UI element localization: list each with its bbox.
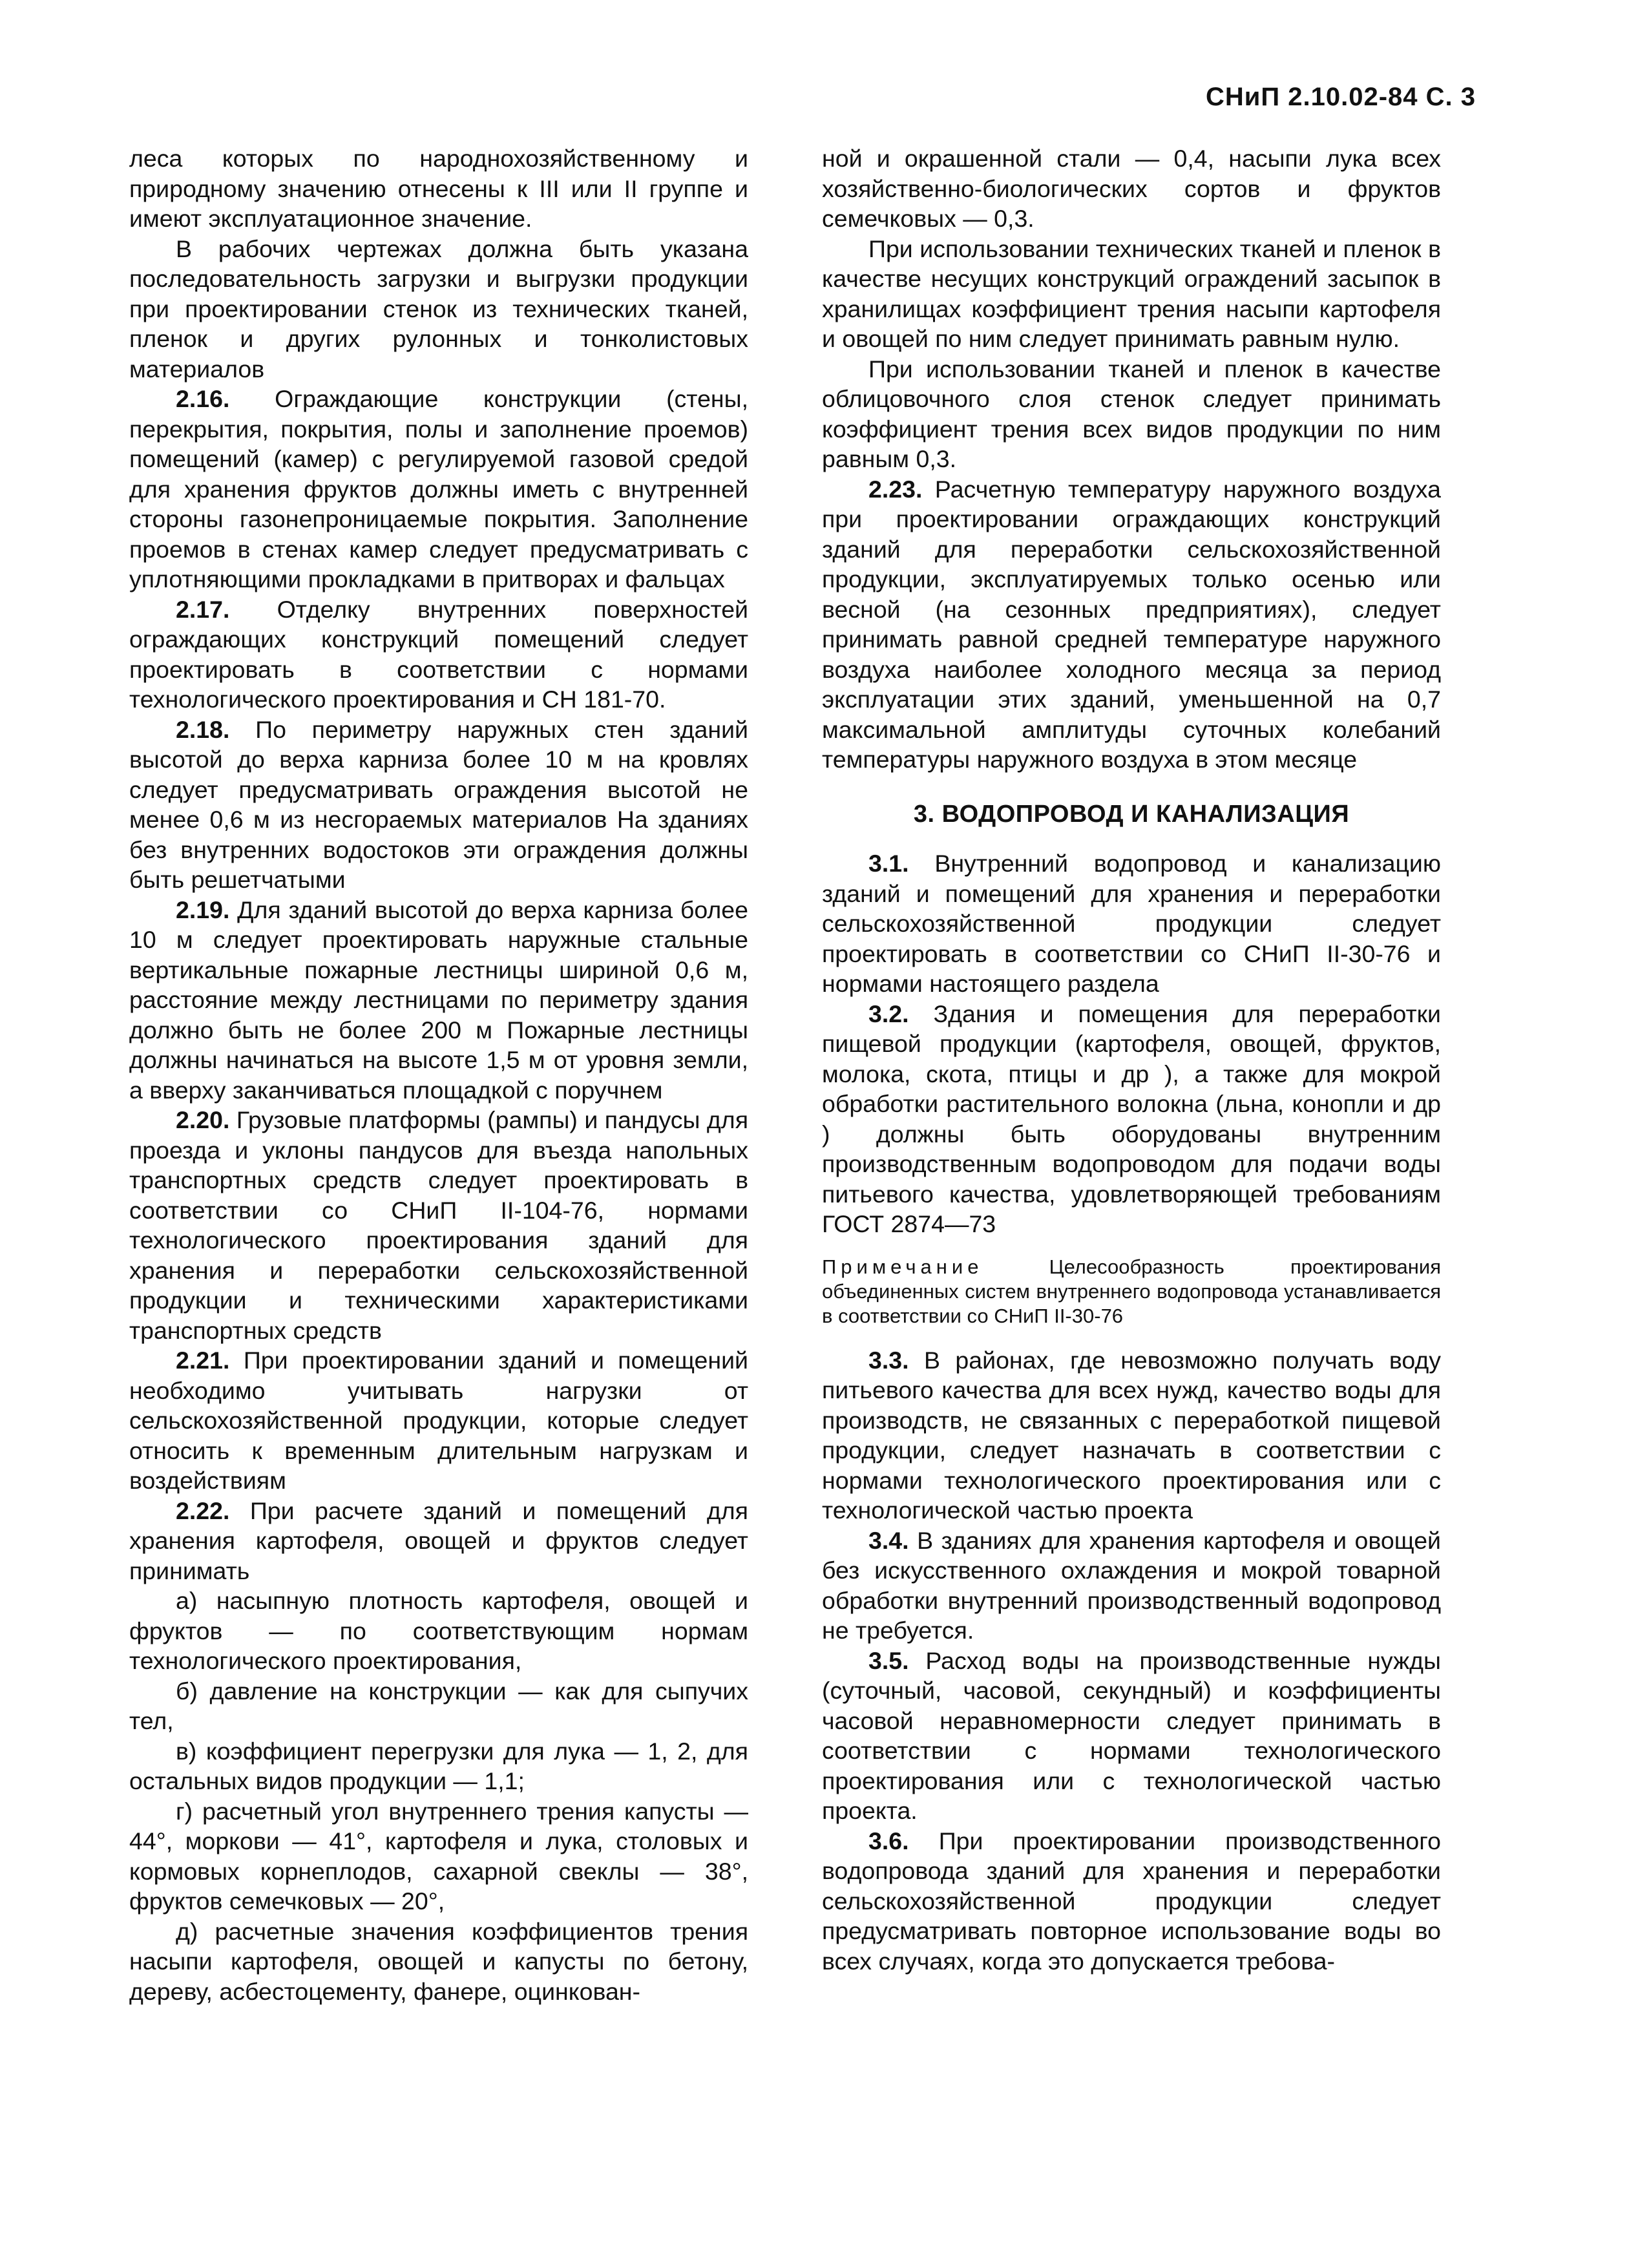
clause-3-3 xyxy=(822,1345,1441,1526)
clause-2-22 xyxy=(129,1496,748,1586)
list-item-v: в) коэффициент перегрузки для лука — 1, 2, для остальных видов продукции — 1,1; xyxy=(129,1737,748,1794)
clause-text: При проектировании производственного водопровода зданий для хранения и переработки сельскохозяйственной продукции следует предусматривать повторное использование воды во всех случаях, когда это допускается требова- xyxy=(822,1827,1441,1975)
clause-number: 3.3. xyxy=(868,1346,909,1374)
note-label: Примечание xyxy=(822,1255,983,1278)
clause-text: При расчете зданий и помещений для хранения картофеля, овощей и фруктов следует принимать xyxy=(129,1496,748,1584)
clause-number: 2.17. xyxy=(176,595,230,623)
clause-number: 3.1. xyxy=(868,850,909,877)
clause-2-16 xyxy=(129,384,748,594)
clause-2-17 xyxy=(129,594,748,715)
clause-number: 2.23. xyxy=(868,475,923,503)
paragraph: В рабочих чертежах должна быть указана последовательность загрузки и выгрузки продукции при проектировании стенок из технических тканей, пленок и других рулонных и тонколистовых материалов xyxy=(129,235,748,383)
clause-number: 3.5. xyxy=(868,1646,909,1674)
clause-3-1 xyxy=(822,848,1441,999)
clause-number: 2.18. xyxy=(176,715,230,743)
clause-number: 2.20. xyxy=(176,1106,230,1133)
note xyxy=(822,1255,1441,1328)
list-item-a: а) насыпную плотность картофеля, овощей и фруктов — по соответствующим нормам технологического проектирования, xyxy=(129,1587,748,1674)
clause-3-5 xyxy=(822,1646,1441,1826)
clause-3-2 xyxy=(822,999,1441,1239)
paragraph: ной и окрашенной стали — 0,4, насыпи лука всех хозяйственно-биологических сортов и фруктов семечковых — 0,3. xyxy=(822,145,1441,232)
clause-2-21 xyxy=(129,1345,748,1496)
clause-text: Расчетную температуру наружного воздуха при проектировании ограждающих конструкций зданий для переработки сельскохозяйственной продукции, эксплуатируемых только осенью или весной (на сезонных предприятиях), следует принимать равной средней температуре наружного воздуха наиболее холодного месяца за период эксплуатации этих зданий, уменьшенной на 0,7 максимальной амплитуды суточных колебаний температуры наружного воздуха в этом месяце xyxy=(822,475,1441,773)
clause-number: 3.4. xyxy=(868,1526,909,1554)
clause-3-6 xyxy=(822,1826,1441,1977)
right-column xyxy=(822,143,1441,1976)
clause-3-4 xyxy=(822,1526,1441,1646)
note-text: Целесообразность проектирования объединенных систем внутреннего водопровода устанавливается в соответствии со СНиП II-30-76 xyxy=(822,1255,1441,1327)
clause-text: В районах, где невозможно получать воду питьевого качества для всех нужд, качество воды для производств, не связанных с переработкой пищевой продукции, следует назначать в соответствии с нормами технологического проектирования или с технологической частью проекта xyxy=(822,1346,1442,1524)
clause-number: 2.21. xyxy=(176,1347,230,1374)
clause-text: Здания и помещения для переработки пищевой продукции (картофеля, овощей, фруктов, молока, скота, птицы и др ), а также для мокрой обработки растительного волокна (льна, конопли и др ) должны быть оборудованы внутренним производственным водопроводом для подачи воды питьевого качества, удовлетворяющей требованиям ГОСТ 2874—73 xyxy=(822,1000,1442,1237)
clause-number: 2.22. xyxy=(176,1496,230,1524)
list-item-d: д) расчетные значения коэффициентов трения насыпи картофеля, овощей и капусты по бетону, дереву, асбестоцементу, фанере, оцинкован- xyxy=(129,1917,748,2005)
clause-text: Отделку внутренних поверхностей ограждающих конструкций помещений следует проектировать в соответствии с нормами технологического проектирования и СН 181-70. xyxy=(129,595,748,713)
running-head: СНиП 2.10.02-84 С. 3 xyxy=(1206,83,1476,111)
paragraph: леса которых по народнохозяйственному и природному значению отнесены к III или II группе и имеют эксплуатационное значение. xyxy=(129,145,748,232)
clause-2-20 xyxy=(129,1105,748,1345)
clause-2-23 xyxy=(822,474,1441,775)
clause-text: Для зданий высотой до верха карниза более 10 м следует проектировать наружные стальные вертикальные пожарные лестницы шириной 0,6 м, расстояние между лестницами по периметру здания должно быть не более 200 м Пожарные лестницы должны начинаться на высоте 1,5 м от уровня земли, а вверху заканчиваться площадкой с поручнем xyxy=(129,896,749,1104)
clause-number: 3.2. xyxy=(868,1000,909,1027)
clause-number: 2.16. xyxy=(176,385,230,412)
left-column xyxy=(129,143,748,2006)
clause-text: Грузовые платформы (рампы) и пандусы для проезда и уклоны пандусов для въезда напольных транспортных средств следует проектировать в соответствии со СНиП II-104-76, нормами технологического проектирования зданий для хранения и переработки сельскохозяйственной продукции и техническими характеристиками транспортных средств xyxy=(129,1106,748,1344)
list-item-b: б) давление на конструкции — как для сыпучих тел, xyxy=(129,1677,748,1734)
clause-text: При проектировании зданий и помещений необходимо учитывать нагрузки от сельскохозяйственной продукции, которые следует относить к временным длительным нагрузкам и воздействиям xyxy=(129,1347,748,1494)
clause-text: Расход воды на производственные нужды (суточный, часовой, секундный) и коэффициенты часовой неравномерности следует принимать в соответствии с нормами технологического проектирования или с технологической частью проекта. xyxy=(822,1646,1442,1824)
clause-number: 3.6. xyxy=(868,1827,909,1854)
paragraph: При использовании технических тканей и пленок в качестве несущих конструкций ограждений засыпок в хранилищах коэффициент трения насыпи картофеля и овощей по ним следует принимать равным нулю. xyxy=(822,235,1441,352)
clause-2-18 xyxy=(129,715,748,895)
clause-text: Внутренний водопровод и канализацию зданий и помещений для хранения и переработки сельскохозяйственной продукции следует проектировать в соответствии со СНиП II-30-76 и нормами настоящего раздела xyxy=(822,850,1442,997)
clause-text: По периметру наружных стен зданий высотой до верха карниза более 10 м на кровлях следует предусматривать ограждения высотой не менее 0,6 м из несгораемых материалов На зданиях без внутренних водостоков эти ограждения должны быть решетчатыми xyxy=(129,715,749,893)
clause-text: Ограждающие конструкции (стены, перекрытия, покрытия, полы и заполнение проемов) помещений (камер) с регулируемой газовой средой для хранения фруктов должны иметь с внутренней стороны газонепроницаемые покрытия. Заполнение проемов в стенах камер следует предусматривать с уплотняющими прокладками в притворах и фальцах xyxy=(129,385,749,593)
clause-2-19 xyxy=(129,895,748,1106)
paragraph: При использовании тканей и пленок в качестве облицовочного слоя стенок следует принимать коэффициент трения всех видов продукции по ним равным 0,3. xyxy=(822,355,1441,472)
clause-text: В зданиях для хранения картофеля и овощей без искусственного охлаждения и мокрой товарной обработки внутренний производственный водопровод не требуется. xyxy=(822,1526,1441,1644)
list-item-g: г) расчетный угол внутреннего трения капусты — 44°, моркови — 41°, картофеля и лука, столовых и кормовых корнеплодов, сахарной свеклы — 38°, фруктов семечковых — 20°, xyxy=(129,1797,748,1915)
clause-number: 2.19. xyxy=(176,896,230,923)
section-heading: 3. ВОДОПРОВОД И КАНАЛИЗАЦИЯ xyxy=(913,800,1350,828)
